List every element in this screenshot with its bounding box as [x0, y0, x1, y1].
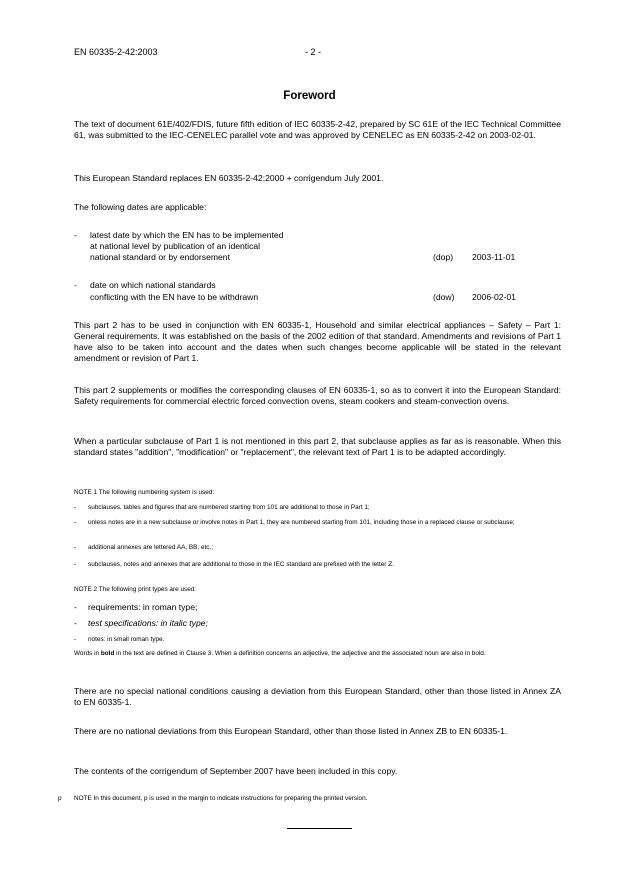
dop-code: (dop) [433, 252, 454, 262]
bold-words-post: in the text are defined in Clause 3. When a definition concerns an adjective, the adjective and the associated noun are also in bold. [114, 650, 486, 657]
list-dash: - [74, 519, 77, 526]
document-id: EN 60335-2-42:2003 [74, 47, 158, 57]
list-dash: - [74, 602, 77, 612]
page-number: - 2 - [305, 47, 322, 57]
paragraph-special-conditions: There are no special national conditions causing a deviation from this European Standard, other than those listed in Annex ZA to EN 60335-1. [74, 686, 561, 707]
dow-code: (dow) [433, 292, 455, 302]
list-dash: - [74, 544, 77, 551]
list-dash: - [74, 230, 77, 240]
list-dash: - [74, 618, 77, 628]
print-type-notes: notes: in small roman type. [88, 636, 165, 643]
dop-date: 2003-11-01 [472, 252, 516, 262]
footer-rule [287, 828, 352, 829]
bold-words-pre: Words in [74, 650, 101, 657]
dop-line-2: at national level by publication of an identical [90, 241, 261, 251]
dop-line-3: national standard or by endorsement [90, 252, 230, 262]
paragraph-replacement: This European Standard replaces EN 60335-2-42:2000 + corrigendum July 2001. [74, 173, 384, 183]
dow-date: 2006-02-01 [472, 292, 516, 302]
note-1-item: additional annexes are lettered AA, BB, etc.; [88, 544, 214, 551]
note-1-item: subclauses, notes and annexes that are additional to those in the IEC standard are prefixed with the letter Z. [88, 561, 394, 568]
note-1-item: unless notes are in a new subclause or involve notes in Part 1, they are numbered starting from 101, including those in a replaced clause or subclause; [88, 519, 515, 526]
dow-line-2: conflicting with the EN have to be withdrawn [90, 292, 259, 302]
bold-words-emphasis: bold [100, 650, 115, 657]
list-dash: - [74, 561, 77, 568]
dow-line-1: date on which national standards [90, 280, 216, 290]
list-dash: - [74, 280, 77, 290]
note-1-item: subclauses, tables and figures that are numbered starting from 101 are additional to those in Part 1; [88, 504, 370, 511]
note-1-title: NOTE 1 The following numbering system is used: [74, 489, 215, 496]
paragraph-national-deviations: There are no national deviations from this European Standard, other than those listed in Annex ZB to EN 60335-1. [74, 726, 508, 736]
print-instruction-note: NOTE In this document, p is used in the margin to indicate instructions for preparing the printed version. [74, 795, 368, 802]
bold-words-explanation [74, 650, 561, 658]
paragraph-part1-conjunction: This part 2 has to be used in conjunction with EN 60335-1, Household and similar electrical appliances – Safety – Part 1: General requirements. It was established on the basis of the 2002 edition of that standard. Amendments and revisions of Part 1 have also to be taken into account and the dates when such changes become applicable will be stated in the relevant amendment or revision of Part 1. [74, 320, 561, 363]
paragraph-document-origin: The text of document 61E/402/FDIS, future fifth edition of IEC 60335-2-42, prepared by SC 61E of the IEC Technical Committee 61, was submitted to the IEC-CENELEC parallel vote and was approved by CENELEC as EN 60335-2-42 on 2003-02-01. [74, 119, 561, 140]
paragraph-corrigendum: The contents of the corrigendum of September 2007 have been included in this copy. [74, 766, 398, 776]
paragraph-dates-intro: The following dates are applicable: [74, 202, 207, 212]
list-dash: - [74, 636, 77, 643]
list-dash: - [74, 504, 77, 511]
margin-mark-p: p [58, 795, 62, 802]
print-type-requirements: requirements: in roman type; [88, 602, 198, 612]
print-type-test-specifications: test specifications: in italic type; [88, 618, 208, 628]
dop-line-1: latest date by which the EN has to be implemented [90, 230, 284, 240]
note-2-title: NOTE 2 The following print types are used: [74, 586, 197, 593]
page-title: Foreword [283, 90, 336, 102]
paragraph-subclause-rules: When a particular subclause of Part 1 is not mentioned in this part 2, that subclause applies as far as is reasonable. When this standard states "addition", "modification" or "replacement", the relevant text of Part 1 is to be adapted accordingly. [74, 436, 561, 457]
paragraph-supplements: This part 2 supplements or modifies the corresponding clauses of EN 60335-1, so as to convert it into the European Standard: Safety requirements for commercial electric forced convection ovens, steam cookers and steam-convection ovens. [74, 385, 561, 406]
